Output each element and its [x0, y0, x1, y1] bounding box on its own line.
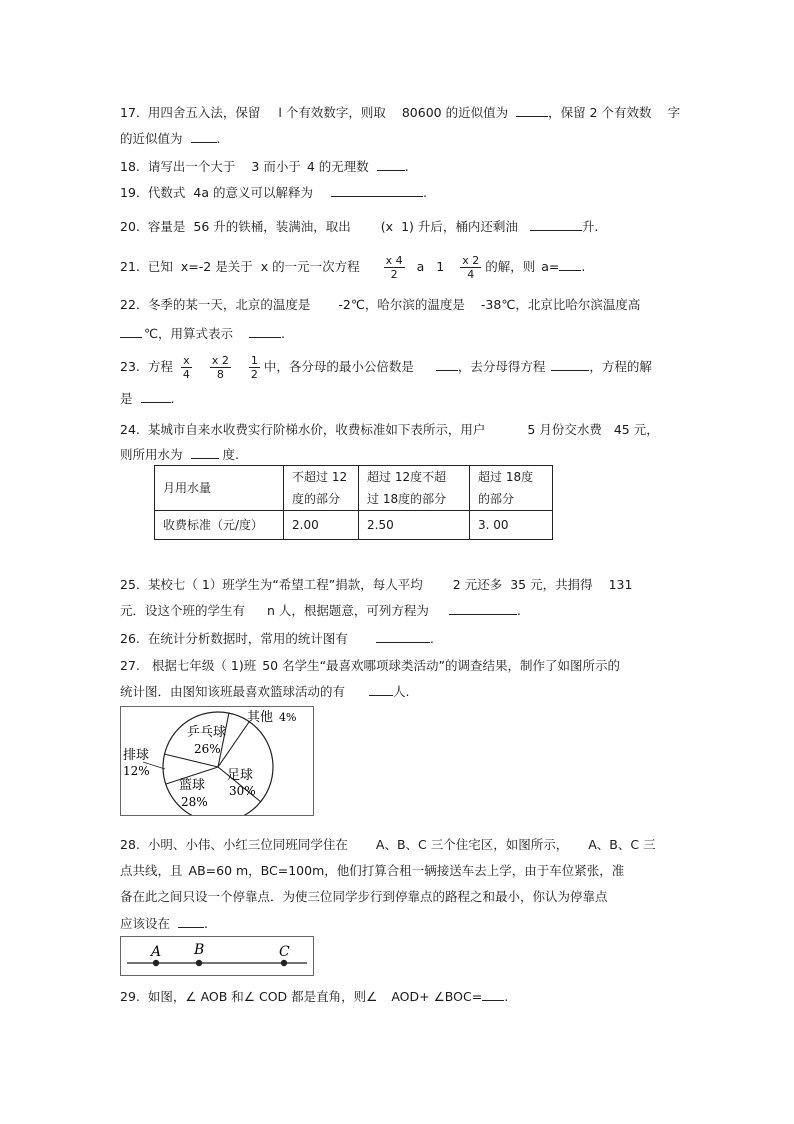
slice-label-football: 足球	[227, 768, 254, 783]
answer-blank[interactable]	[178, 915, 204, 928]
line-figure	[120, 936, 314, 976]
question-28-line-4: 应该设在 .	[120, 916, 208, 931]
point-c-label: C	[279, 944, 290, 960]
point-c-dot	[281, 960, 287, 966]
question-26: 26. 在统计分析数据时，常用的统计图有 .	[120, 631, 434, 646]
question-28-line-2: 点共线，且 AB=60 m，BC=100m，他们打算合租一辆接送车去上学，由于车位紧张，准	[120, 863, 625, 878]
answer-blank[interactable]	[530, 218, 582, 231]
pie-figure	[120, 706, 314, 816]
question-25: 25. 某校七（ 1）班学生为“希望工程”捐款，每人平均 2 元还多 35 元，共捐得 131	[120, 577, 633, 592]
table-header-cell: 超过 12度不超	[359, 466, 470, 489]
table-header-cell: 超过 18度	[470, 466, 553, 489]
pie-chart	[121, 707, 313, 815]
fraction: $\frac{x 2}{4}$	[462, 254, 480, 281]
question-29: 29. 如图，∠ AOB 和∠ COD 都是直角，则∠ AOD+ ∠BOC= .	[120, 989, 509, 1004]
point-b-dot	[196, 960, 202, 966]
slice-value-volleyball: 12%	[123, 764, 150, 778]
answer-blank[interactable]	[191, 130, 217, 143]
slice-value-pingpong: 26%	[194, 742, 221, 756]
question-22: 22. 冬季的某一天，北京的温度是 -2℃，哈尔滨的温度是 -38℃，北京比哈尔滨温度高	[120, 297, 641, 312]
point-a-dot	[153, 960, 159, 966]
slice-label-pingpong: 乒乓球	[187, 725, 227, 740]
question-27: 27. 根据七年级（ 1)班 50 名学生“最喜欢哪项球类活动”的调查结果，制作了如图所示的	[120, 658, 621, 673]
question-27-line-2: 统计图．由图知该班最喜欢篮球活动的有 人.	[120, 684, 410, 699]
answer-blank[interactable]	[516, 104, 548, 117]
question-17-line-2: 的近似值为 .	[120, 131, 221, 146]
answer-blank[interactable]	[191, 446, 219, 459]
answer-blank[interactable]	[120, 325, 142, 338]
point-b-label: B	[194, 942, 205, 958]
answer-blank[interactable]	[376, 630, 430, 643]
question-28-line-3: 备在此之间只设一个停靠点．为使三位同学步行到停靠点的路程之和最小，你认为停靠点	[120, 889, 608, 904]
question-19: 19. 代数式 4a 的意义可以解释为 .	[120, 185, 427, 200]
fraction: $\frac{x 4}{2}$	[385, 254, 403, 281]
slice-label-other: 其他	[247, 710, 274, 725]
question-23: 23. 方程 $\frac{x}{4}$ $\frac{x 2}{8}$ $\frac{1}{2}$ 中，各分母的最小公倍数是 ，去分母得方程 ，方程的解	[120, 354, 652, 381]
table-row	[155, 466, 553, 489]
answer-blank[interactable]	[449, 602, 517, 615]
question-24: 24. 某城市自来水收费实行阶梯水价，收费标准如下表所示，用户 5 月份交水费 45 元，	[120, 422, 659, 437]
answer-blank[interactable]	[377, 158, 405, 171]
question-25-line-2: 元．设这个班的学生有 n 人，根据题意，可列方程为 .	[120, 603, 521, 618]
table-header-cell: 过 18度的部分	[359, 488, 470, 511]
answer-blank[interactable]	[369, 683, 393, 696]
fraction: $\frac{1}{2}$	[250, 354, 258, 381]
table-header-cell: 月用水量	[155, 466, 284, 511]
question-28: 28. 小明、小伟、小红三位同班同学住在 A、B、C 三个住宅区，如图所示， A、B、C 三	[120, 837, 656, 852]
answer-blank[interactable]	[436, 358, 458, 371]
answer-blank[interactable]	[551, 358, 589, 371]
answer-blank[interactable]	[331, 184, 423, 197]
slice-value-basketball: 28%	[181, 795, 208, 809]
table-header-cell: 的部分	[470, 488, 553, 511]
table-header-cell: 不超过 12	[284, 466, 359, 489]
answer-blank[interactable]	[141, 390, 171, 403]
question-17: 17. 用四舍五入法，保留 l 个有效数字，则取 80600 的近似值为 ，保留 2 个有效数 字	[120, 105, 681, 120]
table-header-cell: 度的部分	[284, 488, 359, 511]
fraction: $\frac{x}{4}$	[182, 354, 190, 381]
water-fee-table	[154, 465, 553, 540]
point-a-label: A	[151, 944, 162, 960]
table-cell: 2.00	[284, 511, 359, 540]
slice-label-basketball: 篮球	[179, 778, 206, 793]
slice-value-football: 30%	[229, 784, 256, 798]
question-18: 18. 请写出一个大于 3 而小于 4 的无理数 .	[120, 159, 409, 174]
fraction: $\frac{x 2}{8}$	[211, 354, 229, 381]
question-21: 21. 已知 x=-2 是关于 x 的一元一次方程 $\frac{x 4}{2}$ a 1 $\frac{x 2}{4}$ 的解，则 a= .	[120, 254, 586, 281]
slice-value-other: 4%	[279, 711, 297, 724]
answer-blank[interactable]	[249, 325, 281, 338]
collinear-points-diagram	[121, 937, 313, 975]
table-cell: 3. 00	[470, 511, 553, 540]
slice-label-volleyball: 排球	[123, 748, 150, 763]
table-cell: 收费标准（元/度）	[155, 511, 284, 540]
question-22-line-2: ℃，用算式表示 .	[120, 325, 285, 343]
question-23-line-2: 是 .	[120, 391, 175, 406]
answer-blank[interactable]	[482, 988, 504, 1001]
question-20: 20. 容量是 56 升的铁桶，装满油，取出 (x 1) 升后，桶内还剩油 升.	[120, 219, 599, 234]
answer-blank[interactable]	[559, 258, 581, 271]
table-row	[155, 511, 553, 540]
table-cell: 2.50	[359, 511, 470, 540]
question-24-line-2: 则所用水为 度.	[120, 447, 239, 462]
